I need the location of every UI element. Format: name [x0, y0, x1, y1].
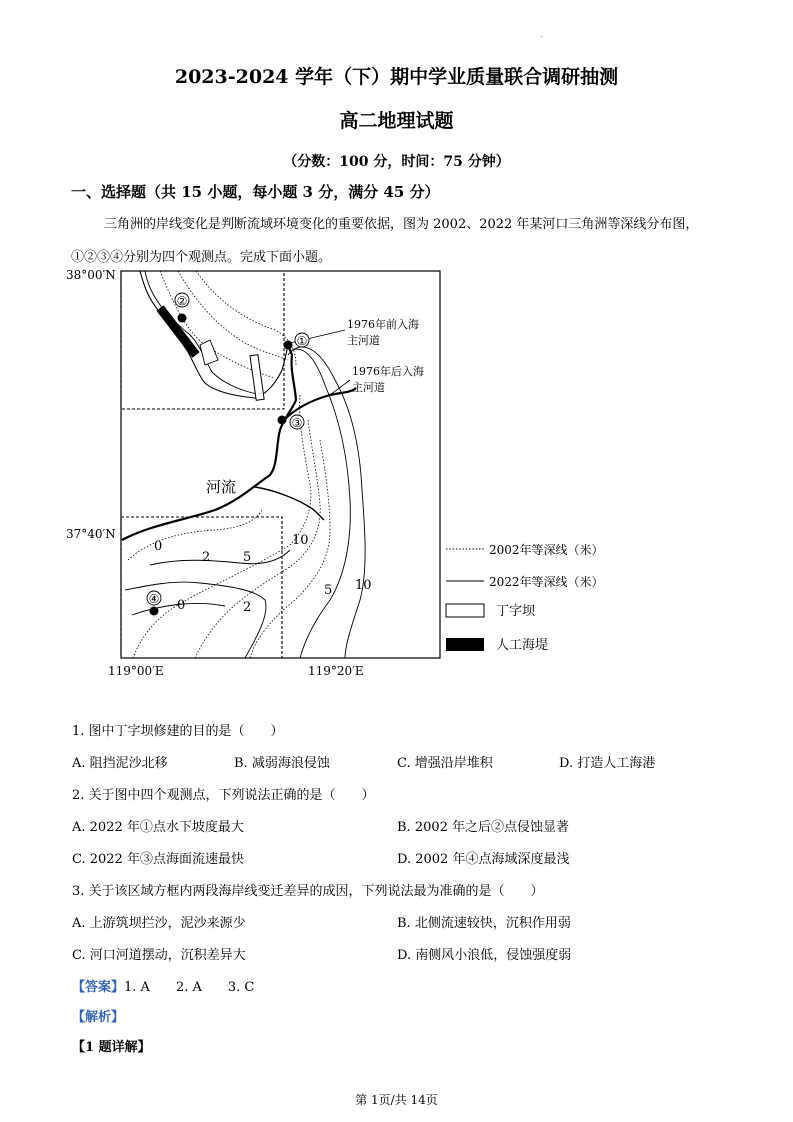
point-2-label: ② — [176, 294, 188, 308]
q2-option-d: D. 2002 年④点海域深度最浅 — [397, 852, 570, 867]
lat-top-label: 38°00′N — [66, 268, 116, 282]
question-2-stem: 2. 关于图中四个观测点，下列说法正确的是（ ） — [72, 788, 375, 803]
river-branch — [255, 487, 324, 520]
q2-option-a: A. 2022 年①点水下坡度最大 — [72, 820, 244, 835]
detail-heading: 【1 题详解】 — [72, 1040, 151, 1055]
dingzi-dam — [250, 355, 264, 401]
section-title: 一、选择题（共 15 小题，每小题 3 分，满分 45 分） — [71, 183, 440, 201]
question-1-stem: 1. 图中丁字坝修建的目的是（ ） — [72, 724, 284, 739]
legend-dotted-label: 2002年等深线（米） — [489, 543, 604, 557]
before-1976-label-2: 主河道 — [347, 334, 380, 347]
delta-depth-map — [60, 262, 620, 682]
q3-option-a: A. 上游筑坝拦沙，泥沙来源少 — [72, 916, 246, 931]
exam-title: 2023-2024 学年（下）期中学业质量联合调研抽测 — [174, 66, 619, 88]
legend-dam-symbol — [446, 604, 484, 617]
river-old-channel — [122, 345, 296, 540]
depth-label-0b: 0 — [177, 598, 186, 613]
q1-option-d: D. 打造人工海港 — [559, 756, 656, 771]
intro-line-1: 三角洲的岸线变化是判断流域环境变化的重要依据，图为 2002、2022 年某河口三角洲等深线分布图， — [104, 217, 699, 232]
answer-label: 【答案】 — [72, 980, 125, 995]
depth-label-2b: 2 — [243, 600, 252, 615]
coast-bay — [200, 340, 218, 365]
after-1976-label-2: 主河道 — [352, 381, 385, 394]
score-time: （分数：100 分，时间：75 分钟） — [283, 154, 510, 170]
intro-line-2: ①②③④分别为四个观测点。完成下面小题。 — [71, 250, 332, 265]
stray-mark: . — [540, 30, 543, 39]
legend-dam-label: 丁字坝 — [496, 604, 536, 619]
question-3-stem: 3. 关于该区域方框内两段海岸线变迁差异的成因，下列说法最为准确的是（ ） — [72, 884, 544, 899]
q2-option-c: C. 2022 年③点海面流速最快 — [72, 852, 244, 867]
depth-label-0a: 0 — [154, 539, 163, 554]
point-3-label: ③ — [291, 416, 303, 430]
point-1 — [284, 333, 310, 350]
q2-option-b: B. 2002 年之后②点侵蚀显著 — [397, 820, 570, 835]
legend-seawall-symbol — [446, 638, 484, 651]
river-label: 河流 — [206, 478, 237, 496]
answer-line — [72, 976, 254, 995]
answer-values: 1. A 2. A 3. C — [124, 980, 255, 995]
depth-label-2a: 2 — [202, 550, 211, 565]
coastline-north — [140, 271, 288, 398]
point-2 — [175, 293, 189, 323]
q1-option-b: B. 减弱海浪侵蚀 — [234, 756, 330, 771]
after-1976-label-1: 1976年后入海 — [352, 365, 424, 378]
q3-option-d: D. 南侧风小浪低，侵蚀强度弱 — [397, 948, 572, 963]
lat-mid-label: 37°40′N — [66, 527, 116, 541]
legend-seawall-label: 人工海堤 — [496, 638, 549, 653]
exam-subject: 高二地理试题 — [339, 110, 454, 132]
map-legend — [446, 542, 604, 653]
depth-label-10a: 10 — [292, 533, 309, 548]
point-4 — [147, 591, 161, 616]
page-footer: 第 1页/共 14页 — [355, 1093, 438, 1107]
legend-solid-label: 2022年等深线（米） — [489, 575, 604, 589]
depth-label-5b: 5 — [324, 583, 333, 598]
q1-option-a: A. 阻挡泥沙北移 — [72, 756, 168, 771]
q1-option-c: C. 增强沿岸堆积 — [397, 756, 493, 771]
depth-label-5a: 5 — [243, 550, 252, 565]
q3-option-c: C. 河口河道摆动，沉积差异大 — [72, 948, 246, 963]
lon-right-label: 119°20′E — [308, 664, 364, 678]
lon-left-label: 119°00′E — [108, 664, 164, 678]
point-1-label: ① — [296, 334, 308, 348]
analysis-label: 【解析】 — [72, 1010, 125, 1025]
q3-option-b: B. 北侧流速较快，沉积作用弱 — [397, 916, 571, 931]
before-1976-label-1: 1976年前入海 — [347, 318, 419, 331]
point-4-label: ④ — [148, 592, 160, 606]
depth-label-10b: 10 — [355, 578, 372, 593]
artificial-seawall — [160, 308, 196, 355]
analysis-line — [72, 1006, 124, 1025]
